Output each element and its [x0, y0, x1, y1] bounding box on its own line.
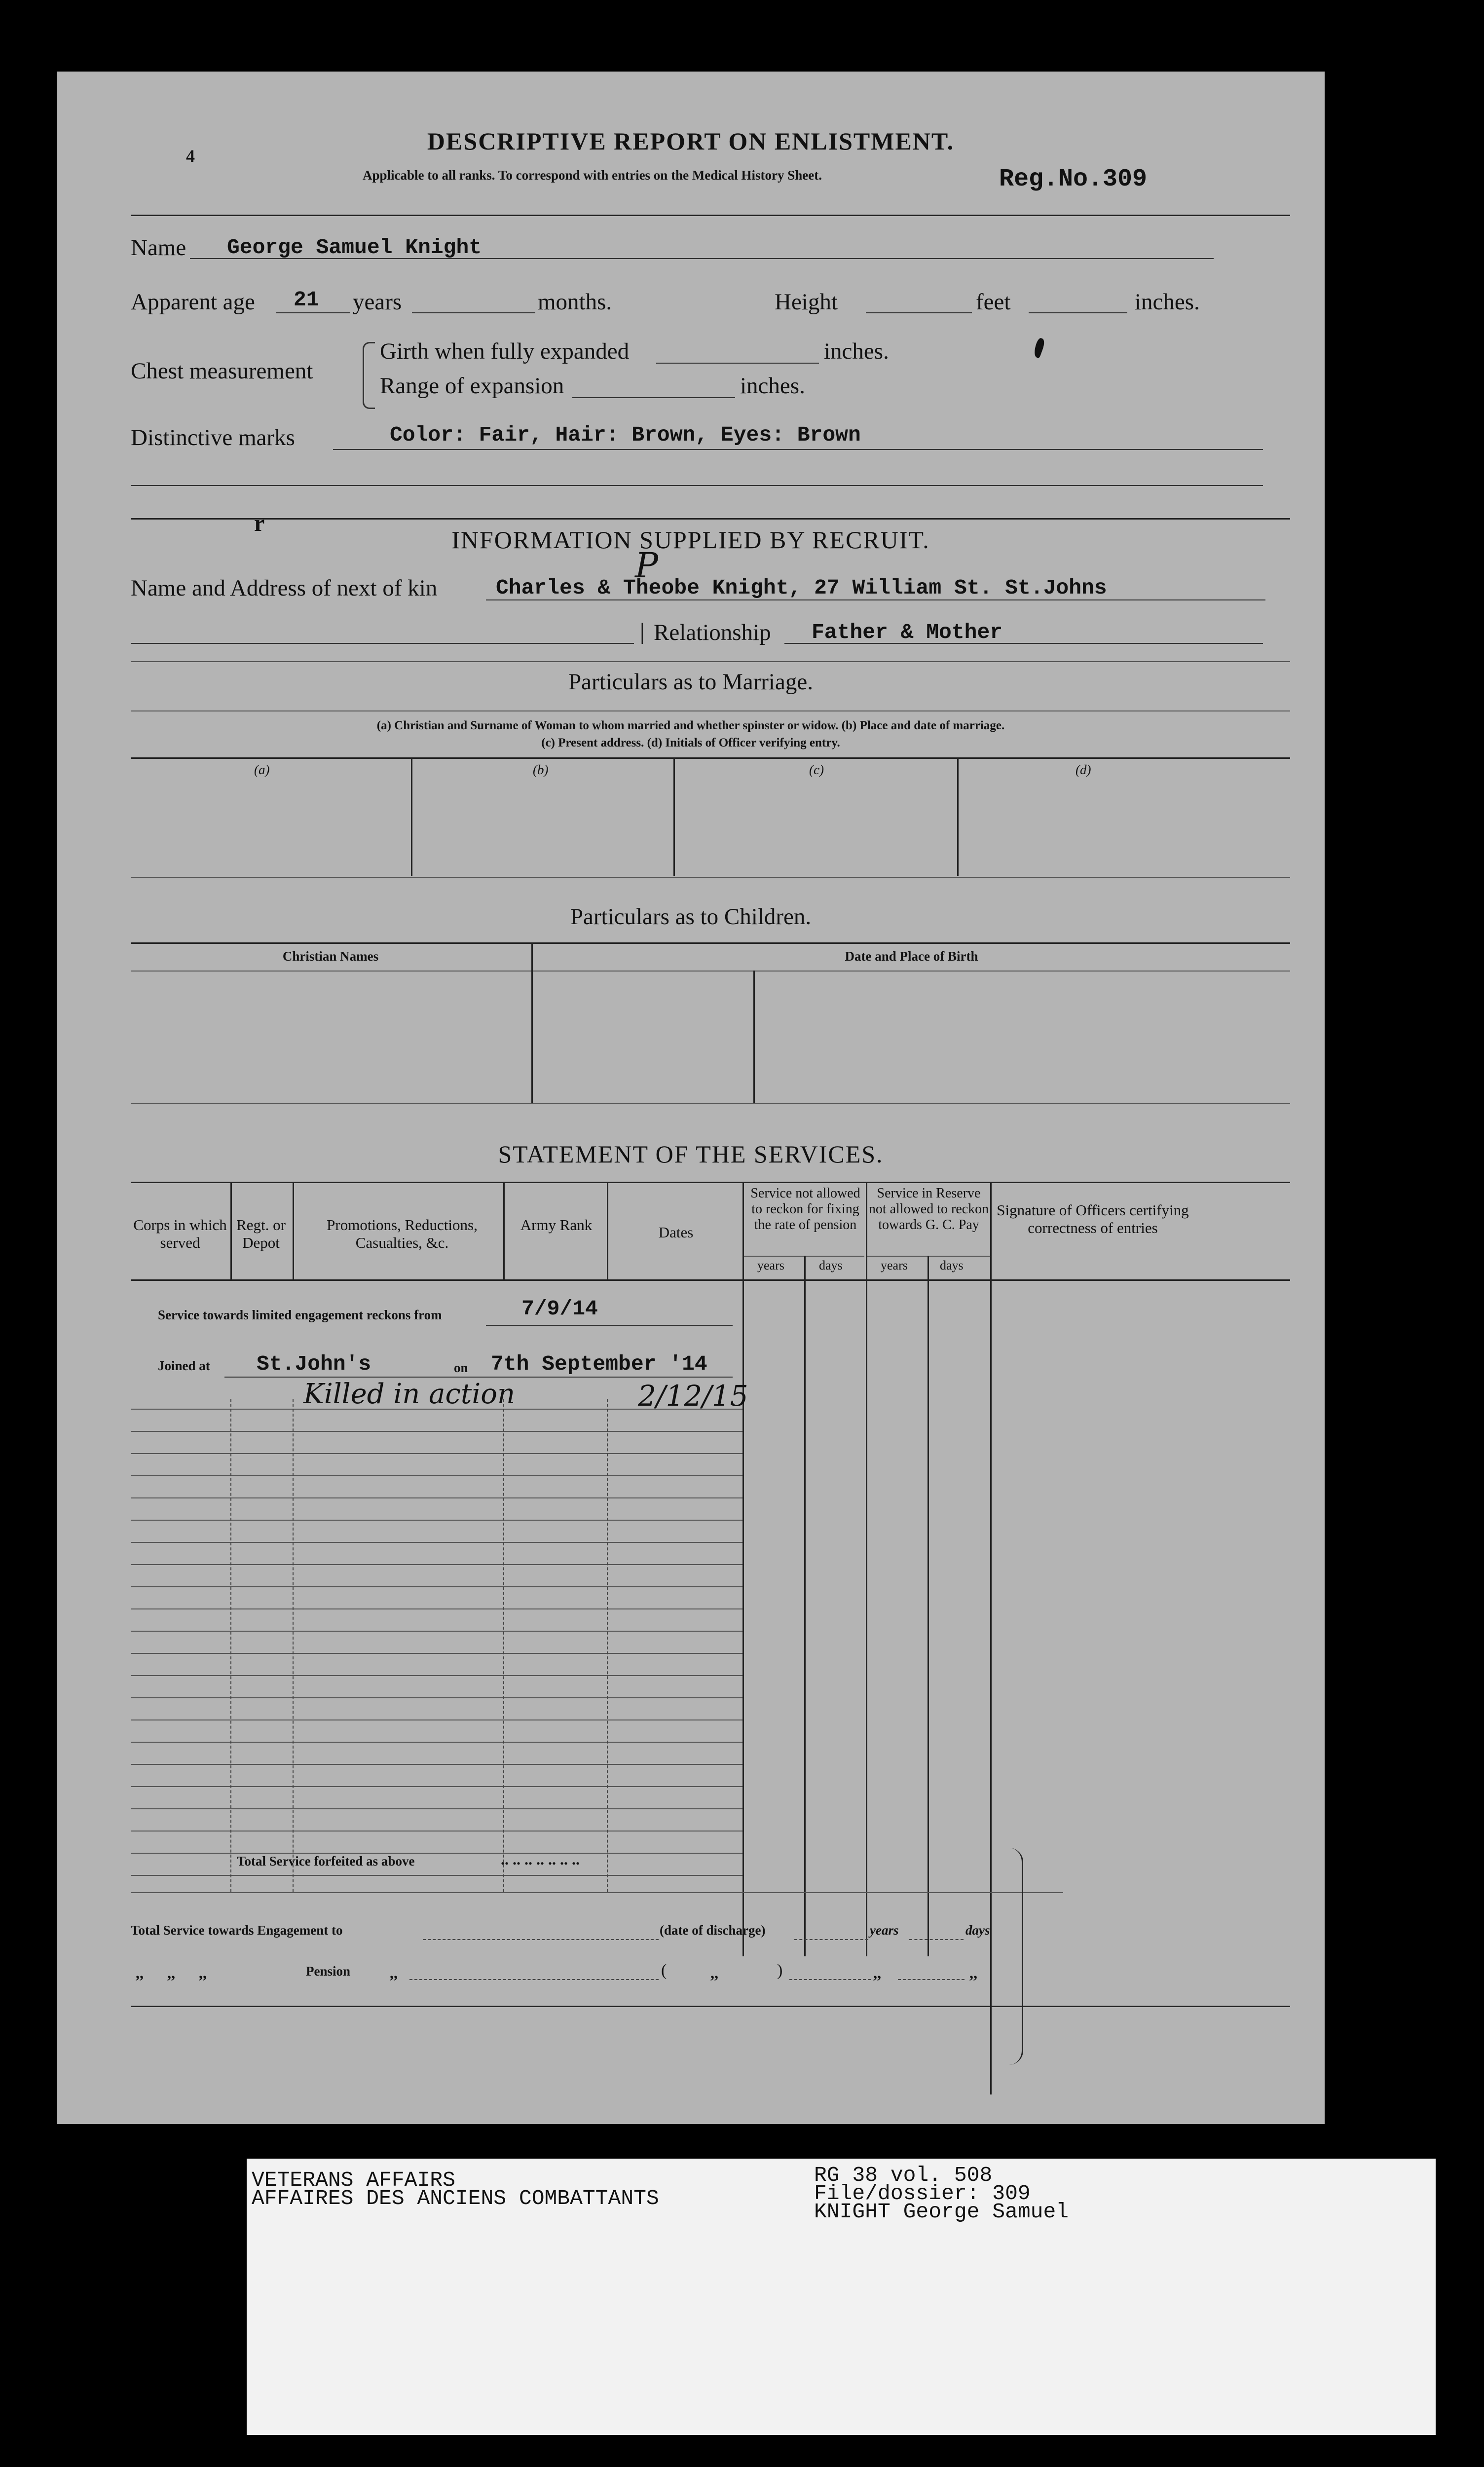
services-table-top	[131, 1182, 1290, 1183]
svc-col-div-res-days	[928, 1256, 929, 1956]
engagement-dash-3	[909, 1939, 964, 1940]
marriage-table-top	[131, 757, 1290, 759]
reg-number: Reg.No.309	[999, 165, 1148, 193]
pension-dash-3	[898, 1979, 965, 1980]
pension-years: ,,	[873, 1964, 881, 1981]
svc-row-10	[131, 1608, 742, 1609]
svc-dash-corps	[230, 1399, 231, 1892]
pension-tail: ,,	[390, 1964, 398, 1981]
engagement-days: days	[965, 1923, 990, 1938]
svc-row-21	[131, 1853, 742, 1854]
marriage-rule	[131, 710, 1290, 711]
range-underline	[572, 397, 735, 398]
pension-close: )	[777, 1961, 783, 1980]
children-col-birth: Date and Place of Birth	[845, 949, 978, 964]
svc-row-16	[131, 1742, 742, 1743]
svc-row-1	[131, 1409, 742, 1410]
pension-ditto: ,, ,, ,,	[136, 1964, 207, 1981]
section-rule-1	[131, 518, 1290, 520]
col-rank-header: Army Rank	[520, 1216, 593, 1234]
casualty-note: Killed in action	[303, 1378, 516, 1410]
pension-dash-2	[789, 1979, 871, 1980]
svc-col-div-na	[866, 1182, 867, 1956]
svc-row-8	[131, 1564, 742, 1565]
svc-row-2	[131, 1431, 742, 1432]
recruit-stray-mark: r	[254, 510, 265, 536]
signature-brace	[1009, 1848, 1023, 2065]
age-value: 21	[294, 288, 319, 312]
svc-row-4	[131, 1475, 742, 1476]
years-header-2: years	[881, 1258, 908, 1272]
joined-place: St.John's	[257, 1352, 371, 1376]
marriage-top-rule	[131, 661, 1290, 662]
svc-row-3	[131, 1453, 742, 1454]
kin-correction: P	[635, 545, 659, 586]
children-col-names: Christian Names	[282, 949, 379, 964]
engagement-dash-2	[794, 1939, 868, 1940]
marriage-col-div-2	[673, 757, 675, 876]
svc-row-19	[131, 1808, 742, 1809]
svc-row-9	[131, 1586, 742, 1587]
svc-row-6	[131, 1520, 742, 1521]
kin-label: Name and Address of next of kin	[131, 575, 438, 601]
chest-label: Chest measurement	[131, 358, 313, 384]
pension-open: (	[661, 1961, 667, 1980]
card-agency-en: VETERANS AFFAIRS	[252, 2168, 455, 2192]
name-value: George Samuel Knight	[227, 235, 482, 260]
relationship-bar: |	[640, 619, 645, 644]
limited-underline	[486, 1325, 733, 1326]
children-table-top	[131, 942, 1290, 944]
children-table-bottom	[131, 1103, 1290, 1104]
marriage-heading: Particulars as to Marriage.	[568, 669, 813, 695]
form-bottom-rule	[131, 2006, 1290, 2007]
svc-row-5	[131, 1497, 742, 1498]
girth-label: Girth when fully expanded	[380, 338, 630, 364]
pension-days: ,,	[969, 1964, 977, 1981]
marriage-table-bottom	[131, 877, 1290, 878]
height-inches-label: inches.	[1135, 289, 1200, 315]
form-subtitle: Applicable to all ranks. To correspond with entries on the Medical History Sheet.	[363, 168, 822, 183]
marriage-note-2: (c) Present address. (d) Initials of Officer verifying entry.	[541, 736, 840, 749]
archive-reference-card	[247, 2159, 1436, 2435]
svc-col-div-rank	[607, 1182, 608, 1280]
joined-underline	[224, 1377, 733, 1378]
months-underline	[412, 312, 535, 313]
svc-col-div-regt	[293, 1182, 294, 1280]
girth-underline	[656, 363, 819, 364]
col-corps-header: Corps in which served	[133, 1216, 227, 1251]
enlistment-form	[57, 72, 1325, 2124]
chest-brace	[363, 342, 375, 409]
limited-value: 7/9/14	[521, 1297, 598, 1321]
svc-row-12	[131, 1653, 742, 1654]
services-header-bottom	[131, 1279, 1290, 1281]
pension-mid: ,,	[710, 1964, 718, 1981]
svc-col-div-na-days	[804, 1256, 806, 1956]
range-unit: inches.	[740, 373, 805, 399]
forfeited-dots: .. .. .. .. .. .. ..	[501, 1850, 580, 1868]
on-label: on	[454, 1360, 468, 1375]
col-reserve-header: Service in Reserve not allowed to reckon towards G. C. Pay	[868, 1186, 989, 1233]
limited-label: Service towards limited engagement reckons from	[158, 1308, 442, 1322]
svc-col-div-dates	[742, 1182, 744, 1956]
joined-date: 7th September '14	[491, 1352, 707, 1376]
children-heading: Particulars as to Children.	[570, 904, 812, 930]
forfeited-label: Total Service forfeited as above	[237, 1854, 415, 1869]
casualty-date: 2/12/15	[638, 1379, 748, 1413]
col-promotions-header: Promotions, Reductions, Casualties, &c.	[327, 1216, 478, 1251]
months-label: months.	[538, 289, 612, 315]
col-regt-header: Regt. or Depot	[236, 1216, 286, 1251]
svc-dash-regt	[293, 1399, 294, 1892]
marks-underline-2	[131, 485, 1263, 486]
svc-row-14	[131, 1697, 742, 1698]
children-header-rule	[131, 971, 1290, 972]
header-rule	[131, 215, 1290, 216]
col-dates-header: Dates	[658, 1224, 694, 1241]
inches-underline	[1029, 312, 1127, 313]
card-file: File/dossier: 309	[814, 2181, 1031, 2205]
card-volume: RG 38 vol. 508	[814, 2163, 993, 2187]
svc-row-17	[131, 1764, 742, 1765]
discharge-label: (date of discharge)	[660, 1923, 766, 1938]
svc-row-20	[131, 1831, 742, 1832]
years-header-1: years	[757, 1258, 784, 1272]
children-col-div-1	[531, 942, 533, 1103]
joined-label: Joined at	[158, 1358, 210, 1373]
svc-col-div-corps	[230, 1182, 232, 1280]
svc-row-22	[131, 1875, 742, 1876]
marriage-note-1: (a) Christian and Surname of Woman to whom married and whether spinster or widow. (b) Place and date of marriage.	[376, 719, 1005, 732]
marriage-col-a: (a)	[254, 762, 270, 777]
years-label: years	[353, 289, 402, 315]
svc-row-18	[131, 1786, 742, 1787]
forfeited-rule	[131, 1892, 1063, 1893]
stray-mark: 4	[186, 146, 195, 166]
height-label: Height	[775, 289, 838, 315]
pension-dash-1	[409, 1979, 659, 1980]
col-not-allowed-header: Service not allowed to reckon for fixing the rate of pension	[750, 1186, 860, 1233]
relationship-value: Father & Mother	[812, 620, 1003, 644]
kin-underline-2	[131, 643, 634, 644]
age-label: Apparent age	[131, 289, 255, 315]
range-label: Range of expansion	[380, 373, 564, 399]
ink-mark	[1032, 337, 1046, 358]
marks-value: Color: Fair, Hair: Brown, Eyes: Brown	[390, 423, 861, 447]
form-title: DESCRIPTIVE REPORT ON ENLISTMENT.	[427, 127, 955, 155]
days-header-1: days	[819, 1258, 843, 1272]
services-heading: STATEMENT OF THE SERVICES.	[498, 1140, 884, 1168]
pension-label: Pension	[306, 1964, 351, 1979]
marriage-col-b: (b)	[533, 762, 549, 777]
children-col-div-2	[753, 971, 755, 1103]
engagement-years: years	[870, 1923, 899, 1938]
feet-label: feet	[976, 289, 1011, 315]
age-underline	[276, 312, 350, 313]
engagement-dash-1	[423, 1939, 659, 1940]
marks-label: Distinctive marks	[131, 425, 295, 450]
svc-row-11	[131, 1631, 742, 1632]
svc-col-div-promo	[503, 1182, 505, 1280]
girth-unit: inches.	[824, 338, 889, 364]
relationship-label: Relationship	[654, 620, 771, 645]
svc-col-div-res	[990, 1182, 992, 2094]
card-agency-fr: AFFAIRES DES ANCIENS COMBATTANTS	[252, 2186, 659, 2210]
svc-row-15	[131, 1719, 742, 1720]
marriage-col-div-3	[957, 757, 959, 876]
svc-row-7	[131, 1542, 742, 1543]
svc-dash-rank	[607, 1399, 608, 1892]
card-name: KNIGHT George Samuel	[814, 2200, 1069, 2224]
kin-value: Charles & Theobe Knight, 27 William St. St.Johns	[496, 576, 1107, 600]
recruit-heading: INFORMATION SUPPLIED BY RECRUIT.	[451, 526, 930, 554]
marriage-col-div-1	[411, 757, 412, 876]
col-signature-header: Signature of Officers certifying correctness of entries	[997, 1201, 1189, 1236]
engagement-label: Total Service towards Engagement to	[131, 1923, 343, 1938]
name-label: Name	[131, 235, 186, 261]
marriage-col-c: (c)	[809, 762, 824, 777]
marks-underline	[333, 449, 1263, 450]
marriage-col-d: (d)	[1076, 762, 1091, 777]
svc-row-13	[131, 1675, 742, 1676]
svc-dash-promo	[503, 1399, 504, 1892]
feet-underline	[866, 312, 972, 313]
days-header-2: days	[940, 1258, 964, 1272]
